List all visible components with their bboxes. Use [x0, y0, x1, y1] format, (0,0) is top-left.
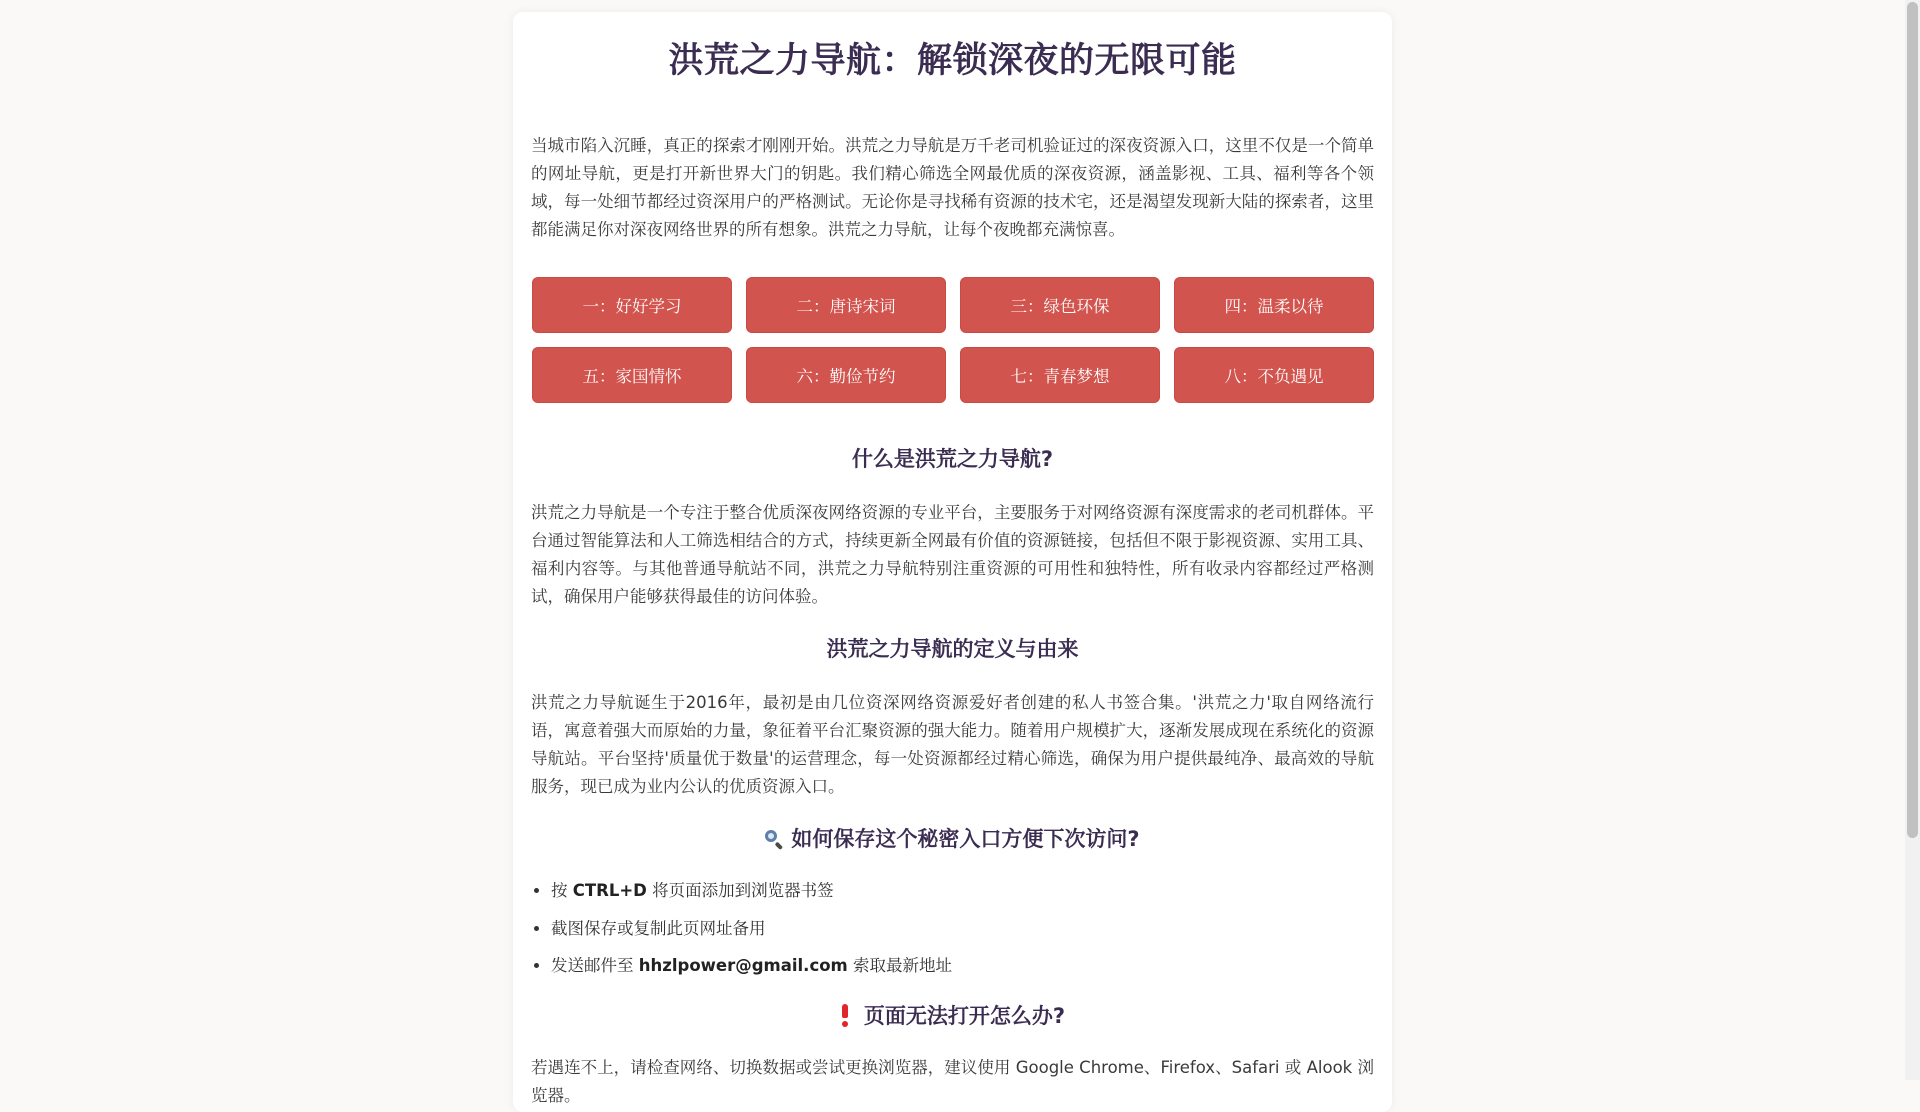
nav-button-4[interactable]: 四：温柔以待: [1174, 277, 1374, 333]
save-tips-list: [531, 877, 1374, 980]
content-card: [513, 12, 1392, 1112]
scrollbar-thumb[interactable]: [1907, 2, 1918, 838]
nav-button-2[interactable]: 二：唐诗宋词: [746, 277, 946, 333]
origin-heading: 洪荒之力导航的定义与由来: [826, 637, 1079, 661]
page-title: 洪荒之力导航：解锁深夜的无限可能: [668, 41, 1237, 81]
tip-text: 索取最新地址: [847, 956, 952, 975]
email-text[interactable]: hhzlpower@gmail.com: [638, 956, 848, 975]
list-item: [551, 915, 1374, 943]
what-is-heading: 什么是洪荒之力导航?: [851, 447, 1054, 471]
exclamation-icon: [840, 1004, 850, 1026]
tip-text: 截图保存或复制此页网址备用: [551, 918, 766, 938]
nav-button-3[interactable]: 三：绿色环保: [960, 277, 1160, 333]
save-heading: [531, 825, 1374, 853]
page-scrollbar[interactable]: [1905, 0, 1920, 1080]
tip-text: 发送邮件至: [551, 956, 639, 975]
save-heading-text: 如何保存这个秘密入口方便下次访问?: [791, 827, 1140, 851]
nav-button-6[interactable]: 六：勤俭节约: [746, 347, 946, 403]
nav-button-8[interactable]: 八：不负遇见: [1174, 347, 1374, 403]
intro-paragraph: 当城市陷入沉睡，真正的探索才刚刚开始。洪荒之力导航是万千老司机验证过的深夜资源入口，这里不仅是一个简单的网址导航，更是打开新世界大门的钥匙。我们精心筛选全网最优质的深夜资源，涵盖影视、工具、福利等各个领域，每一处细节都经过资深用户的严格测试。无论你是寻找稀有资源的技术宅，还是渴望发现新大陆的探索者，这里都能满足你对深夜网络世界的所有想象。洪荒之力导航，让每个夜晚都充满惊喜。: [531, 136, 1374, 239]
tip-text: 按: [551, 881, 573, 900]
what-is-paragraph: 洪荒之力导航是一个专注于整合优质深夜网络资源的专业平台，主要服务于对网络资源有深度需求的老司机群体。平台通过智能算法和人工筛选相结合的方式，持续更新全网最有价值的资源链接，包括但不限于影视资源、实用工具、福利内容等。与其他普通导航站不同，洪荒之力导航特别注重资源的可用性和独特性，所有收录内容都经过严格测试，确保用户能够获得最佳的访问体验。: [531, 503, 1374, 606]
trouble-heading-text: 页面无法打开怎么办?: [863, 1004, 1066, 1028]
shortcut-text: CTRL+D: [572, 881, 647, 900]
nav-button-1[interactable]: 一：好好学习: [532, 277, 732, 333]
origin-paragraph: 洪荒之力导航诞生于2016年，最初是由几位资深网络资源爱好者创建的私人书签合集。'洪荒之力'取自网络流行语，寓意着强大而原始的力量，象征着平台汇聚资源的强大能力。随着用户规模扩大，逐渐发展成现在系统化的资源导航站。平台坚持'质量优于数量'的运营理念，每一处资源都经过精心筛选，确保为用户提供最纯净、最高效的导航服务，现已成为业内公认的优质资源入口。: [531, 693, 1374, 796]
nav-button-7[interactable]: 七：青春梦想: [960, 347, 1160, 403]
list-item: [551, 952, 1374, 980]
tip-text: 将页面添加到浏览器书签: [646, 881, 834, 900]
list-item: [551, 877, 1374, 905]
nav-button-grid: [531, 277, 1374, 403]
trouble-heading: [531, 1002, 1374, 1030]
nav-button-5[interactable]: 五：家国情怀: [532, 347, 732, 403]
trouble-paragraph: 若遇连不上，请检查网络、切换数据或尝试更换浏览器，建议使用 Google Chrome、Firefox、Safari 或 Alook 浏览器。: [531, 1058, 1374, 1105]
magnifying-glass-icon: [765, 830, 783, 848]
